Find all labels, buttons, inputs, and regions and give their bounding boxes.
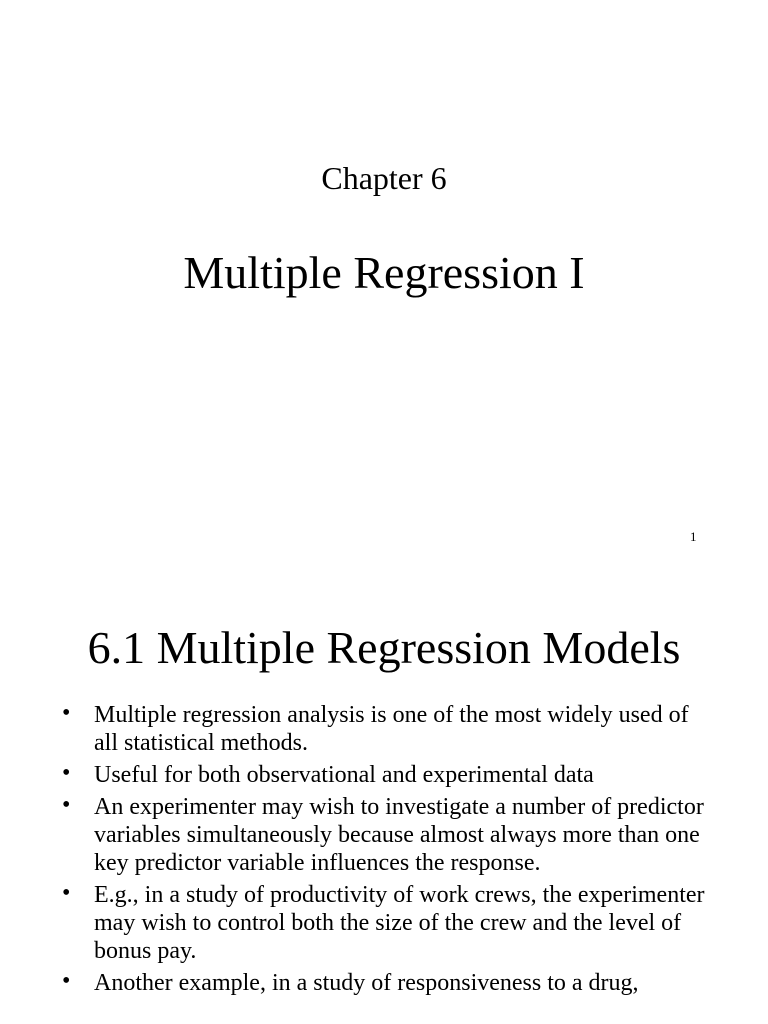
bullet-icon: • (62, 700, 71, 726)
bullet-icon: • (62, 968, 71, 994)
list-item (62, 793, 712, 877)
bullet-list (62, 701, 712, 1001)
bullet-text: Useful for both observational and experimental data (94, 762, 594, 788)
bullet-text: An experimenter may wish to investigate a number of predictor variables simultaneously because almost always more than one key predictor variable influences the response. (94, 794, 704, 876)
bullet-icon: • (62, 792, 71, 818)
bullet-text: E.g., in a study of productivity of work crews, the experimenter may wish to control both the size of the crew and the level of bonus pay. (94, 882, 705, 964)
bullet-icon: • (62, 760, 71, 786)
list-item (62, 701, 712, 757)
page-number: 1 (690, 529, 697, 544)
bullet-text: Another example, in a study of responsiveness to a drug, (94, 970, 639, 996)
section-title: 6.1 Multiple Regression Models (87, 622, 681, 673)
chapter-title: Multiple Regression I (183, 247, 585, 298)
list-item (62, 761, 712, 789)
slide-2 (0, 576, 768, 1024)
chapter-label: Chapter 6 (321, 160, 447, 196)
bullet-icon: • (62, 880, 71, 906)
list-item (62, 969, 712, 997)
list-item (62, 881, 712, 965)
bullet-text: Multiple regression analysis is one of the most widely used of all statistical methods. (94, 702, 689, 756)
